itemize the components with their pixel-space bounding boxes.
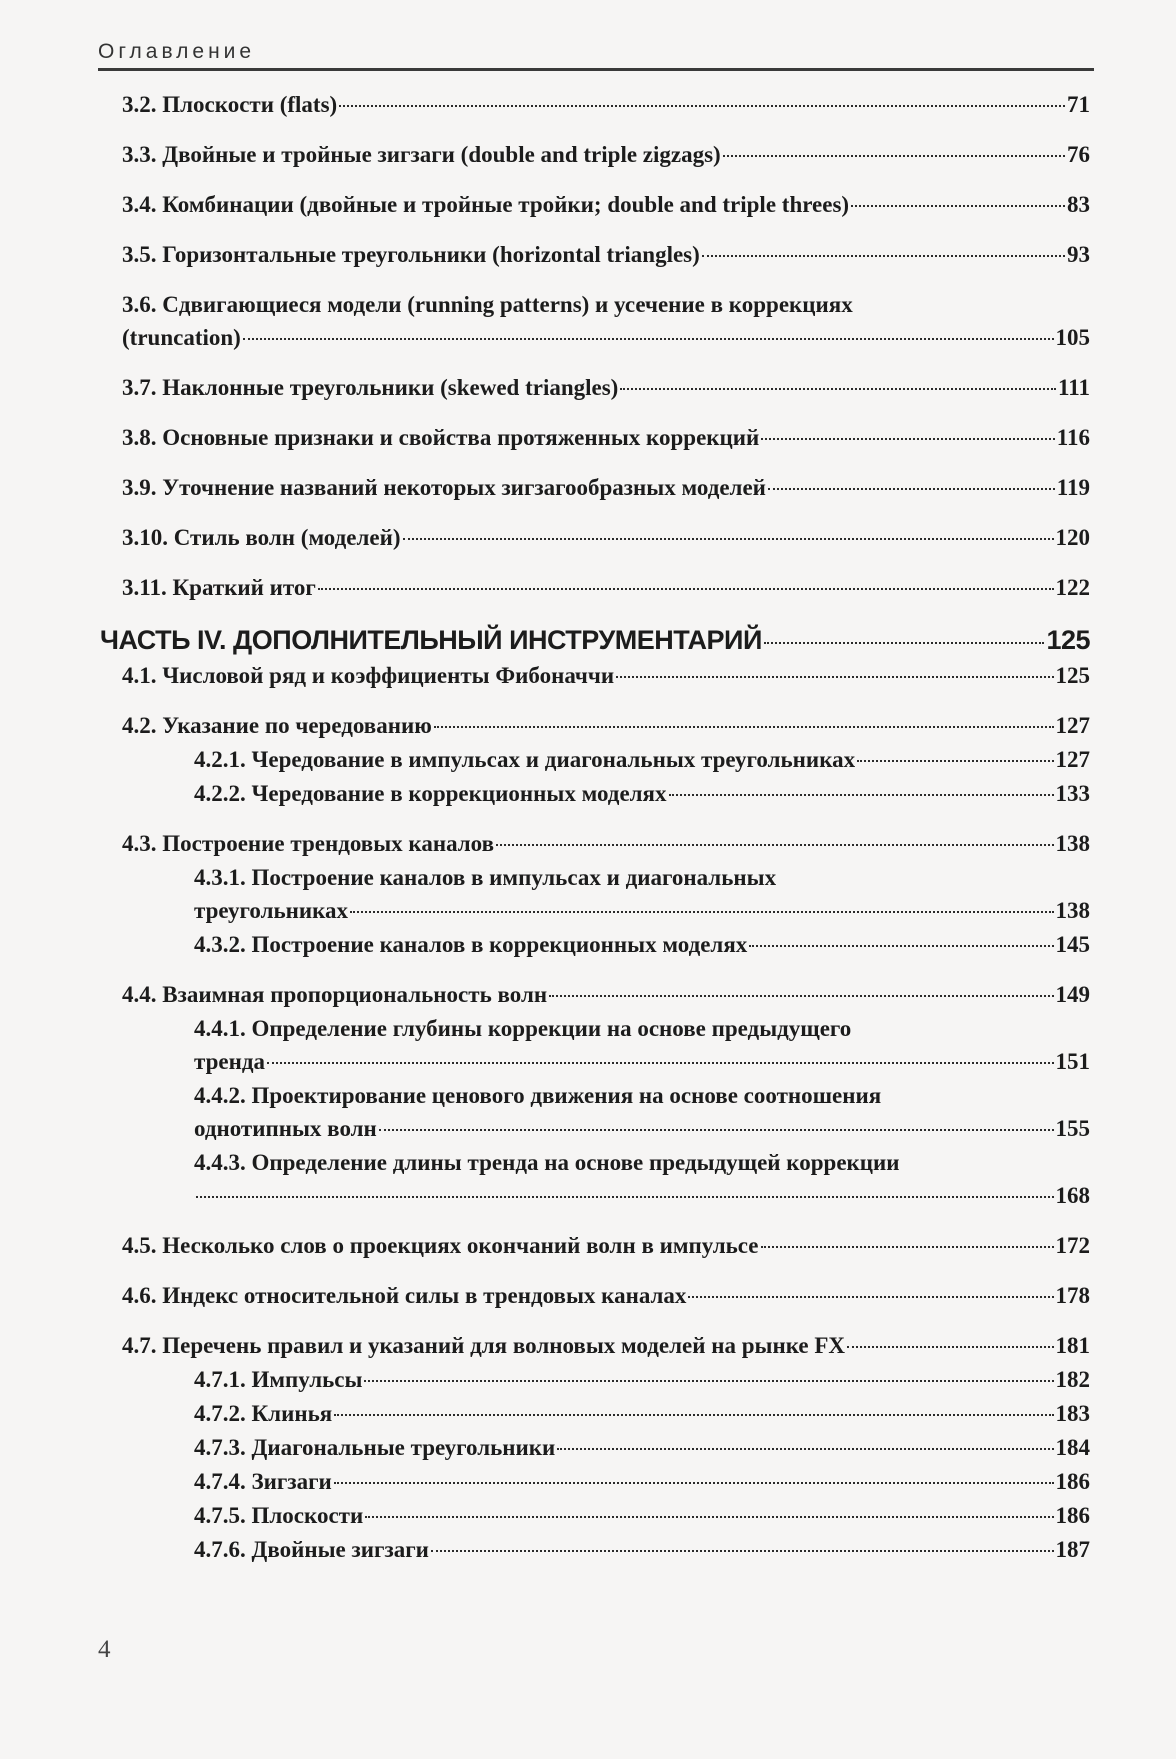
- toc-entry-4-4-2[interactable]: [194, 1079, 1090, 1145]
- dot-leader: [723, 155, 1065, 157]
- toc-entry-page: 178: [1055, 1283, 1090, 1308]
- toc-entry-title: 3.9. Уточнение названий некоторых зигзагообразных моделей: [122, 475, 766, 500]
- toc-entry-title-continued: (truncation): [122, 325, 241, 350]
- toc-entry-title: 4.7.4. Зигзаги: [194, 1469, 332, 1494]
- dot-leader: [350, 911, 1053, 913]
- dot-leader: [431, 1550, 1054, 1552]
- toc-entry-page: 122: [1055, 575, 1090, 600]
- toc-entry-title: 3.3. Двойные и тройные зигзаги (double and triple zigzags): [122, 142, 721, 167]
- toc-entry-4-7-5[interactable]: [194, 1499, 1090, 1532]
- toc-entry-4-7-1[interactable]: [194, 1363, 1090, 1396]
- dot-leader: [243, 338, 1054, 340]
- header-rule: [98, 68, 1094, 71]
- dot-leader: [379, 1129, 1054, 1131]
- toc-entry-page: 187: [1055, 1537, 1090, 1562]
- toc-entry-title-continued: однотипных волн: [194, 1116, 377, 1141]
- toc-entry-title: 4.6. Индекс относительной силы в трендовых каналах: [122, 1283, 687, 1308]
- toc-entry-title: 4.2.2. Чередование в коррекционных моделях: [194, 781, 667, 806]
- page-number: 4: [98, 1636, 111, 1663]
- toc-entry-title: 4.4.2. Проектирование ценового движения на основе соотношения: [194, 1083, 882, 1108]
- toc-entry-title: 3.4. Комбинации (двойные и тройные тройки; double and triple threes): [122, 192, 850, 217]
- toc-entry-title: 4.3.2. Построение каналов в коррекционных моделях: [194, 932, 748, 957]
- toc-entry-title: 3.7. Наклонные треугольники (skewed triangles): [122, 375, 619, 400]
- toc-entry-page: 138: [1055, 831, 1090, 856]
- toc-entry-page: 138: [1055, 898, 1090, 923]
- toc-entry-title: 4.1. Числовой ряд и коэффициенты Фибоначчи: [122, 663, 615, 688]
- toc-entry-title: 4.7. Перечень правил и указаний для волновых моделей на рынке FX: [122, 1333, 846, 1358]
- toc-entry-page: 186: [1055, 1469, 1090, 1494]
- toc-entry-4-7-3[interactable]: [194, 1431, 1090, 1464]
- toc-entry-4-6[interactable]: [122, 1279, 1090, 1312]
- toc-entry-title: 4.7.5. Плоскости: [194, 1503, 364, 1528]
- toc-entry-page: 133: [1055, 781, 1090, 806]
- toc-entry-page: 151: [1055, 1049, 1090, 1074]
- dot-leader: [851, 205, 1065, 207]
- toc-entry-page: 155: [1055, 1116, 1090, 1141]
- dot-leader: [761, 1246, 1054, 1248]
- dot-leader: [334, 1482, 1054, 1484]
- toc-entry-4-2-1[interactable]: [194, 743, 1090, 776]
- toc-entry-title-continued: треугольниках: [194, 898, 349, 923]
- toc-entry-title: 4.2.1. Чередование в импульсах и диагональных треугольниках: [194, 747, 856, 772]
- dot-leader: [768, 488, 1055, 490]
- dot-leader: [857, 760, 1053, 762]
- toc-entry-4-1[interactable]: [122, 659, 1090, 692]
- dot-leader: [764, 642, 1045, 644]
- dot-leader: [688, 1296, 1053, 1298]
- toc-entry-3-3[interactable]: [122, 138, 1090, 171]
- dot-leader: [339, 105, 1065, 107]
- toc-entry-3-8[interactable]: [122, 421, 1090, 454]
- dot-leader: [557, 1448, 1053, 1450]
- toc-entry-title: 3.6. Сдвигающиеся модели (running patterns) и усечение в коррекциях: [122, 292, 853, 317]
- toc-part-4[interactable]: [100, 624, 1090, 657]
- toc-entry-4-5[interactable]: [122, 1229, 1090, 1262]
- toc-entry-page: 182: [1055, 1367, 1090, 1392]
- toc-entry-title: 4.7.6. Двойные зигзаги: [194, 1537, 429, 1562]
- toc-entry-title: 4.7.3. Диагональные треугольники: [194, 1435, 556, 1460]
- toc-entry-page: 119: [1056, 475, 1090, 500]
- toc-entry-page: 186: [1055, 1503, 1090, 1528]
- dot-leader: [616, 676, 1053, 678]
- toc-entry-page: 172: [1055, 1233, 1090, 1258]
- toc-entry-3-7[interactable]: [122, 371, 1090, 404]
- dot-leader: [847, 1346, 1053, 1348]
- toc-entry-page: 184: [1055, 1435, 1090, 1460]
- dot-leader: [267, 1062, 1054, 1064]
- dot-leader: [334, 1414, 1053, 1416]
- toc-entry-title: 4.5. Несколько слов о проекциях окончаний волн в импульсе: [122, 1233, 759, 1258]
- toc-entry-4-3-1[interactable]: [194, 861, 1090, 927]
- toc-entry-4-4-3[interactable]: [194, 1146, 1090, 1212]
- toc-entry-title: 4.2. Указание по чередованию: [122, 713, 432, 738]
- dot-leader: [702, 255, 1065, 257]
- toc-entry-page: 120: [1055, 525, 1090, 550]
- toc-entry-title: 3.10. Стиль волн (моделей): [122, 525, 401, 550]
- toc-entry-page: 116: [1056, 425, 1090, 450]
- dot-leader: [761, 438, 1054, 440]
- toc-entry-4-2-2[interactable]: [194, 777, 1090, 810]
- toc-entry-title: 3.5. Горизонтальные треугольники (horizontal triangles): [122, 242, 700, 267]
- dot-leader: [620, 388, 1056, 390]
- part-title: ЧАСТЬ IV. ДОПОЛНИТЕЛЬНЫЙ ИНСТРУМЕНТАРИЙ: [100, 625, 762, 655]
- toc-entry-4-4[interactable]: [122, 978, 1090, 1011]
- toc-entry-title: 3.8. Основные признаки и свойства протяженных коррекций: [122, 425, 760, 450]
- toc-entry-page: 111: [1058, 375, 1090, 400]
- dot-leader: [496, 844, 1053, 846]
- toc-entry-title: 4.4.1. Определение глубины коррекции на основе предыдущего: [194, 1016, 852, 1041]
- page-header: [98, 40, 1094, 64]
- toc-entry-title: 4.7.1. Импульсы: [194, 1367, 363, 1392]
- toc-entry-4-7[interactable]: [122, 1329, 1090, 1362]
- toc-entry-3-9[interactable]: [122, 471, 1090, 504]
- toc-entry-page: 76: [1067, 142, 1090, 167]
- toc-entry-page: 149: [1055, 982, 1090, 1007]
- toc-entry-page: 125: [1055, 663, 1090, 688]
- dot-leader: [365, 1516, 1053, 1518]
- toc-entry-3-5[interactable]: [122, 238, 1090, 271]
- dot-leader: [196, 1196, 1054, 1198]
- toc-entry-page: 183: [1055, 1401, 1090, 1426]
- toc-entry-title: 3.2. Плоскости (flats): [122, 92, 338, 117]
- toc-entry-page: 71: [1067, 92, 1090, 117]
- toc-entry-page: 168: [1055, 1183, 1090, 1208]
- toc-entry-4-7-4[interactable]: [194, 1465, 1090, 1498]
- toc-entry-page: 127: [1055, 713, 1090, 738]
- dot-leader: [669, 794, 1054, 796]
- part-page: 125: [1046, 625, 1090, 655]
- toc-entry-4-4-1[interactable]: [194, 1012, 1090, 1078]
- dot-leader: [403, 538, 1054, 540]
- toc-entry-3-4[interactable]: [122, 188, 1090, 221]
- toc-entry-page: 83: [1067, 192, 1090, 217]
- dot-leader: [549, 995, 1053, 997]
- dot-leader: [318, 588, 1054, 590]
- toc-entry-3-6[interactable]: [122, 288, 1090, 354]
- toc-entry-title: 3.11. Краткий итог: [122, 575, 316, 600]
- toc-entry-page: 105: [1055, 325, 1090, 350]
- toc-entry-4-7-6[interactable]: [194, 1533, 1090, 1566]
- toc-entry-4-7-2[interactable]: [194, 1397, 1090, 1430]
- dot-leader: [434, 726, 1054, 728]
- toc-entry-4-2[interactable]: [122, 709, 1090, 742]
- dot-leader: [364, 1380, 1053, 1382]
- dot-leader: [749, 945, 1053, 947]
- toc-entry-page: 145: [1055, 932, 1090, 957]
- toc-entry-title-continued: тренда: [194, 1049, 265, 1074]
- toc-entry-title: 4.7.2. Клинья: [194, 1401, 333, 1426]
- toc-entry-3-11[interactable]: [122, 571, 1090, 604]
- table-of-contents: [100, 88, 1090, 1566]
- toc-entry-page: 181: [1055, 1333, 1090, 1358]
- toc-entry-page: 93: [1067, 242, 1090, 267]
- toc-entry-4-3-2[interactable]: [194, 928, 1090, 961]
- toc-entry-3-10[interactable]: [122, 521, 1090, 554]
- toc-entry-title: 4.4. Взаимная пропорциональность волн: [122, 982, 548, 1007]
- running-header-title: Оглавление: [98, 40, 256, 63]
- toc-entry-title: 4.3. Построение трендовых каналов: [122, 831, 495, 856]
- toc-entry-4-3[interactable]: [122, 827, 1090, 860]
- toc-entry-title: 4.3.1. Построение каналов в импульсах и диагональных: [194, 865, 777, 890]
- toc-entry-title: 4.4.3. Определение длины тренда на основе предыдущей коррекции: [194, 1150, 900, 1175]
- toc-entry-3-2[interactable]: [122, 88, 1090, 121]
- toc-entry-page: 127: [1055, 747, 1090, 772]
